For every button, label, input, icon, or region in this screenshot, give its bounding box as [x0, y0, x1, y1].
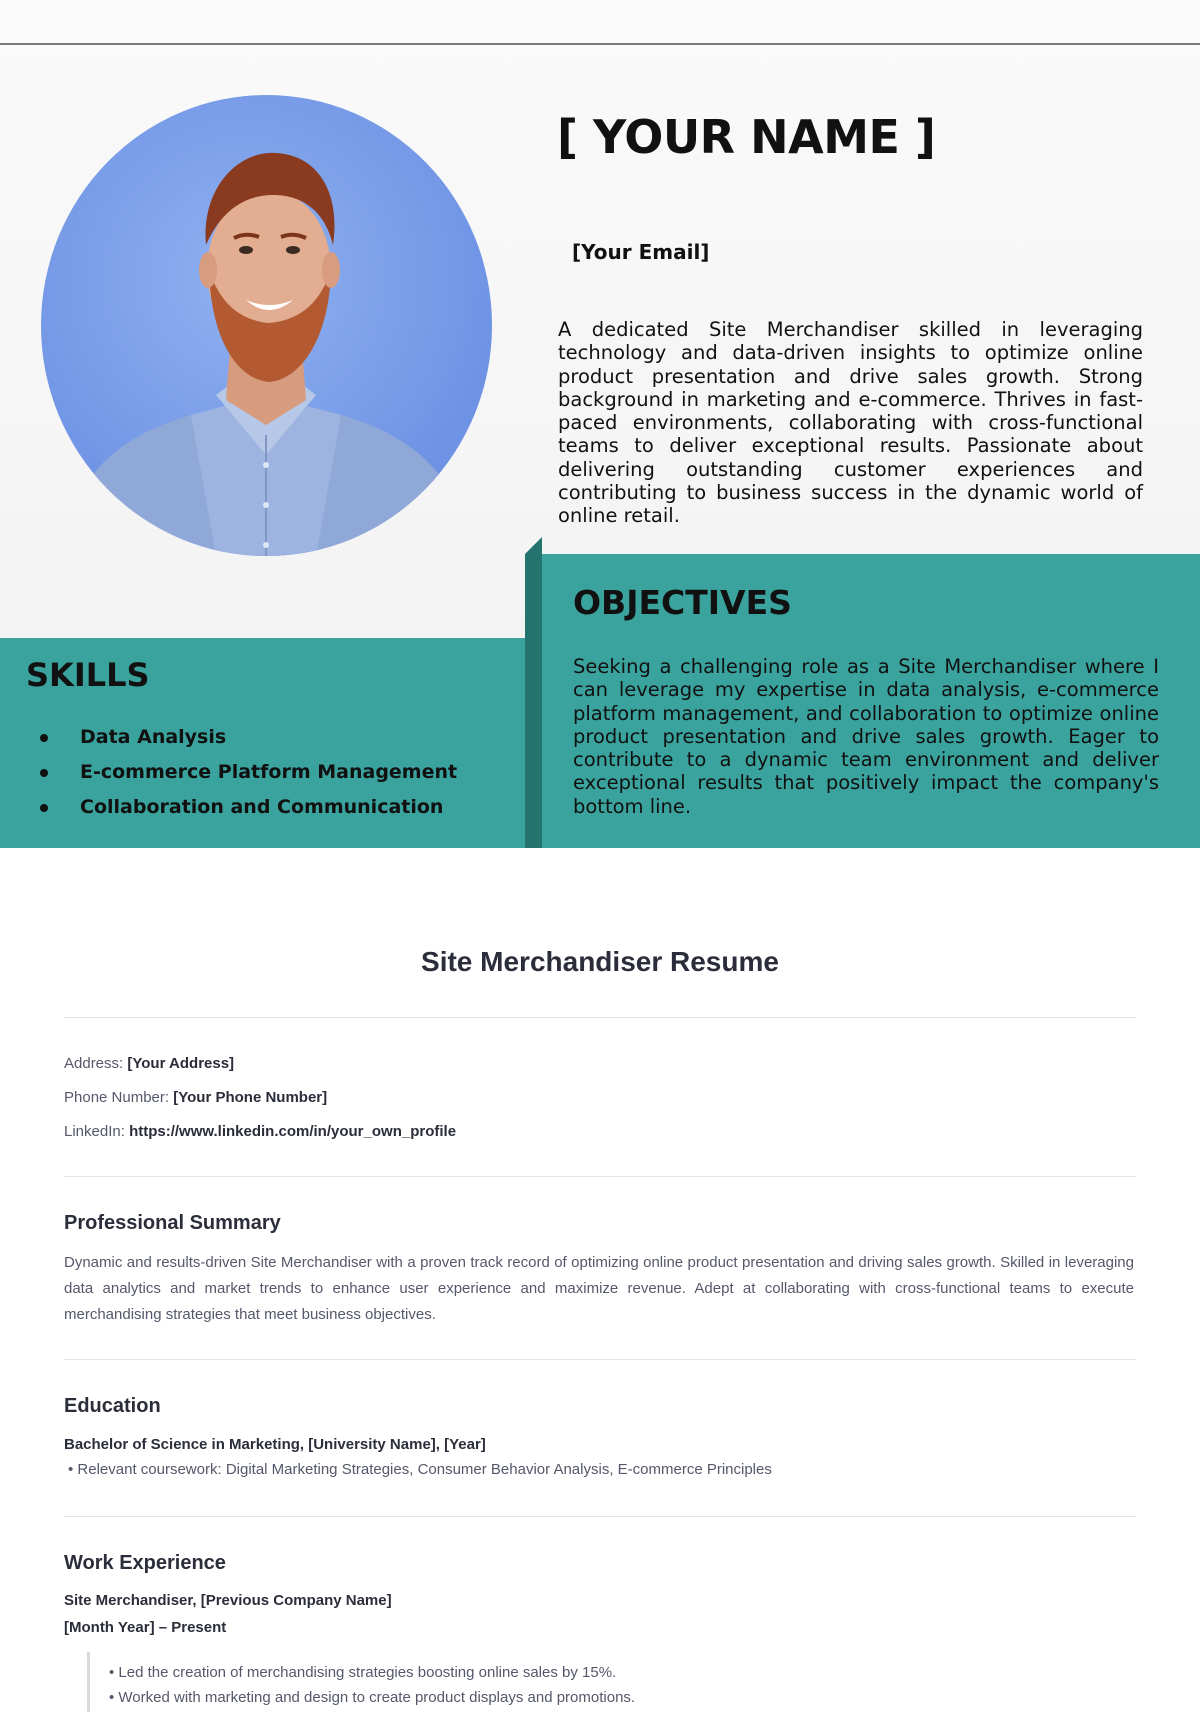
summary-paragraph: Dynamic and results-driven Site Merchandiser with a proven track record of optimizing online product presentation and driving sales growth. Skilled in leveraging data analytics and market trends to enhance user experience and maximize revenue. Adept at collaborating with cross-functional teams to execute merchandising strategies that meet business objectives. [64, 1254, 1134, 1323]
candidate-name: [ YOUR NAME ] [557, 110, 936, 164]
document-title: Site Merchandiser Resume [421, 946, 779, 977]
skills-list [0, 720, 457, 825]
linkedin-link[interactable]: https://www.linkedin.com/in/your_own_profile [129, 1123, 457, 1140]
profile-photo [41, 95, 492, 556]
resume-header-banner [0, 0, 1200, 848]
objectives-panel-edge [525, 554, 542, 848]
contact-phone [64, 1089, 327, 1106]
skill-item: E-commerce Platform Management [0, 755, 457, 790]
education-heading: Education [64, 1395, 161, 1417]
work-dates: [Month Year] – Present [64, 1619, 227, 1636]
linkedin-label: LinkedIn: [64, 1123, 125, 1140]
work-heading: Work Experience [64, 1552, 226, 1574]
education-degree: Bachelor of Science in Marketing, [University Name], [Year] [64, 1436, 486, 1453]
work-bullets [109, 1660, 635, 1710]
contact-address [64, 1055, 234, 1072]
address-value: [Your Address] [127, 1055, 235, 1072]
divider [64, 1516, 1136, 1517]
work-quote-bar [87, 1652, 90, 1712]
top-divider [0, 43, 1200, 45]
intro-paragraph: A dedicated Site Merchandiser skilled in leveraging technology and data-driven insights to optimize online product presentation and drive sales growth. Strong background in marketing and e-commerce. Thrives in fast-paced environments, collaborating with cross-functional teams to deliver exceptional results. Passionate about delivering outstanding customer experiences and contributing to business success in the dynamic world of online retail. [558, 318, 1143, 528]
skills-heading: SKILLS [26, 656, 150, 694]
address-label: Address: [64, 1055, 124, 1072]
divider [64, 1176, 1136, 1177]
candidate-email: [Your Email] [572, 240, 710, 264]
skill-item: Data Analysis [0, 720, 457, 755]
divider [64, 1359, 1136, 1360]
objectives-paragraph: Seeking a challenging role as a Site Merchandiser where I can leverage my expertise in data analysis, e-commerce platform management, and collaboration to optimize online product presentation and drive sales growth. Eager to contribute to a dynamic team environment and deliver exceptional results that positively impact the company's bottom line. [573, 655, 1159, 818]
contact-linkedin [64, 1123, 456, 1140]
phone-value: [Your Phone Number] [173, 1089, 328, 1106]
divider [64, 1017, 1136, 1018]
work-role: Site Merchandiser, [Previous Company Name] [64, 1592, 392, 1609]
work-bullet: • Led the creation of merchandising strategies boosting online sales by 15%. [109, 1664, 617, 1681]
education-coursework: • Relevant coursework: Digital Marketing Strategies, Consumer Behavior Analysis, E-commerce Principles [68, 1461, 772, 1478]
skill-item: Collaboration and Communication [0, 790, 457, 825]
phone-label: Phone Number: [64, 1089, 170, 1106]
work-bullet: • Worked with marketing and design to create product displays and promotions. [109, 1689, 636, 1706]
summary-heading: Professional Summary [64, 1212, 281, 1234]
objectives-heading: OBJECTIVES [573, 583, 792, 622]
